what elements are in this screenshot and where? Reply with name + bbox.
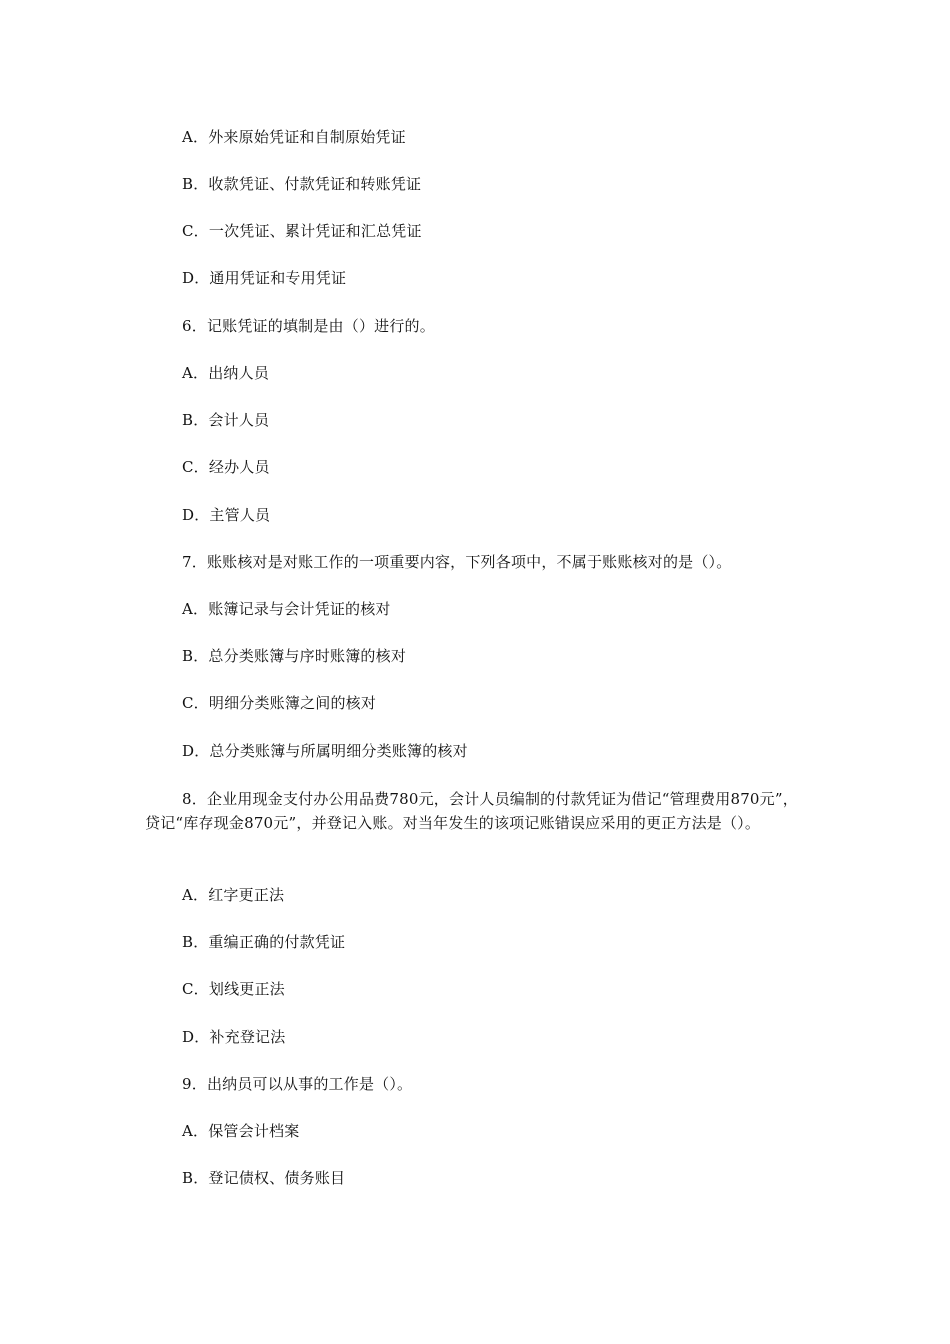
- q5-option-c: C．一次凭证、累计凭证和汇总凭证: [182, 222, 422, 240]
- q7-option-d: D．总分类账簿与所属明细分类账簿的核对: [182, 742, 468, 760]
- q9-option-b: B．登记债权、债务账目: [182, 1169, 346, 1187]
- q6-option-a: A．出纳人员: [182, 364, 270, 382]
- q5-option-d: D．通用凭证和专用凭证: [182, 269, 347, 287]
- question-9: 9．出纳员可以从事的工作是（）。: [182, 1075, 413, 1093]
- q6-option-c: C．经办人员: [182, 458, 270, 476]
- q6-option-d: D．主管人员: [182, 506, 271, 524]
- q7-option-c: C．明细分类账簿之间的核对: [182, 694, 377, 712]
- q7-option-a: A．账簿记录与会计凭证的核对: [182, 600, 391, 618]
- q6-option-b: B．会计人员: [182, 411, 270, 429]
- q8-option-c: C．划线更正法: [182, 980, 285, 998]
- q8-option-d: D．补充登记法: [182, 1028, 286, 1046]
- q5-option-a: A．外来原始凭证和自制原始凭证: [182, 128, 406, 146]
- question-6: 6．记账凭证的填制是由（）进行的。: [182, 317, 435, 335]
- question-7: 7．账账核对是对账工作的一项重要内容，下列各项中，不属于账账核对的是（）。: [182, 553, 732, 571]
- q8-option-a: A．红字更正法: [182, 886, 285, 904]
- q9-option-a: A．保管会计档案: [182, 1122, 300, 1140]
- q8-option-b: B．重编正确的付款凭证: [182, 933, 346, 951]
- q7-option-b: B．总分类账簿与序时账簿的核对: [182, 647, 407, 665]
- q5-option-b: B．收款凭证、付款凭证和转账凭证: [182, 175, 422, 193]
- question-8: 8．企业用现金支付办公用品费780元，会计人员编制的付款凭证为借记“管理费用870元”，贷记“库存现金870元”，并登记入账。对当年发生的该项记账错误应采用的更正方法是（）。: [145, 790, 798, 832]
